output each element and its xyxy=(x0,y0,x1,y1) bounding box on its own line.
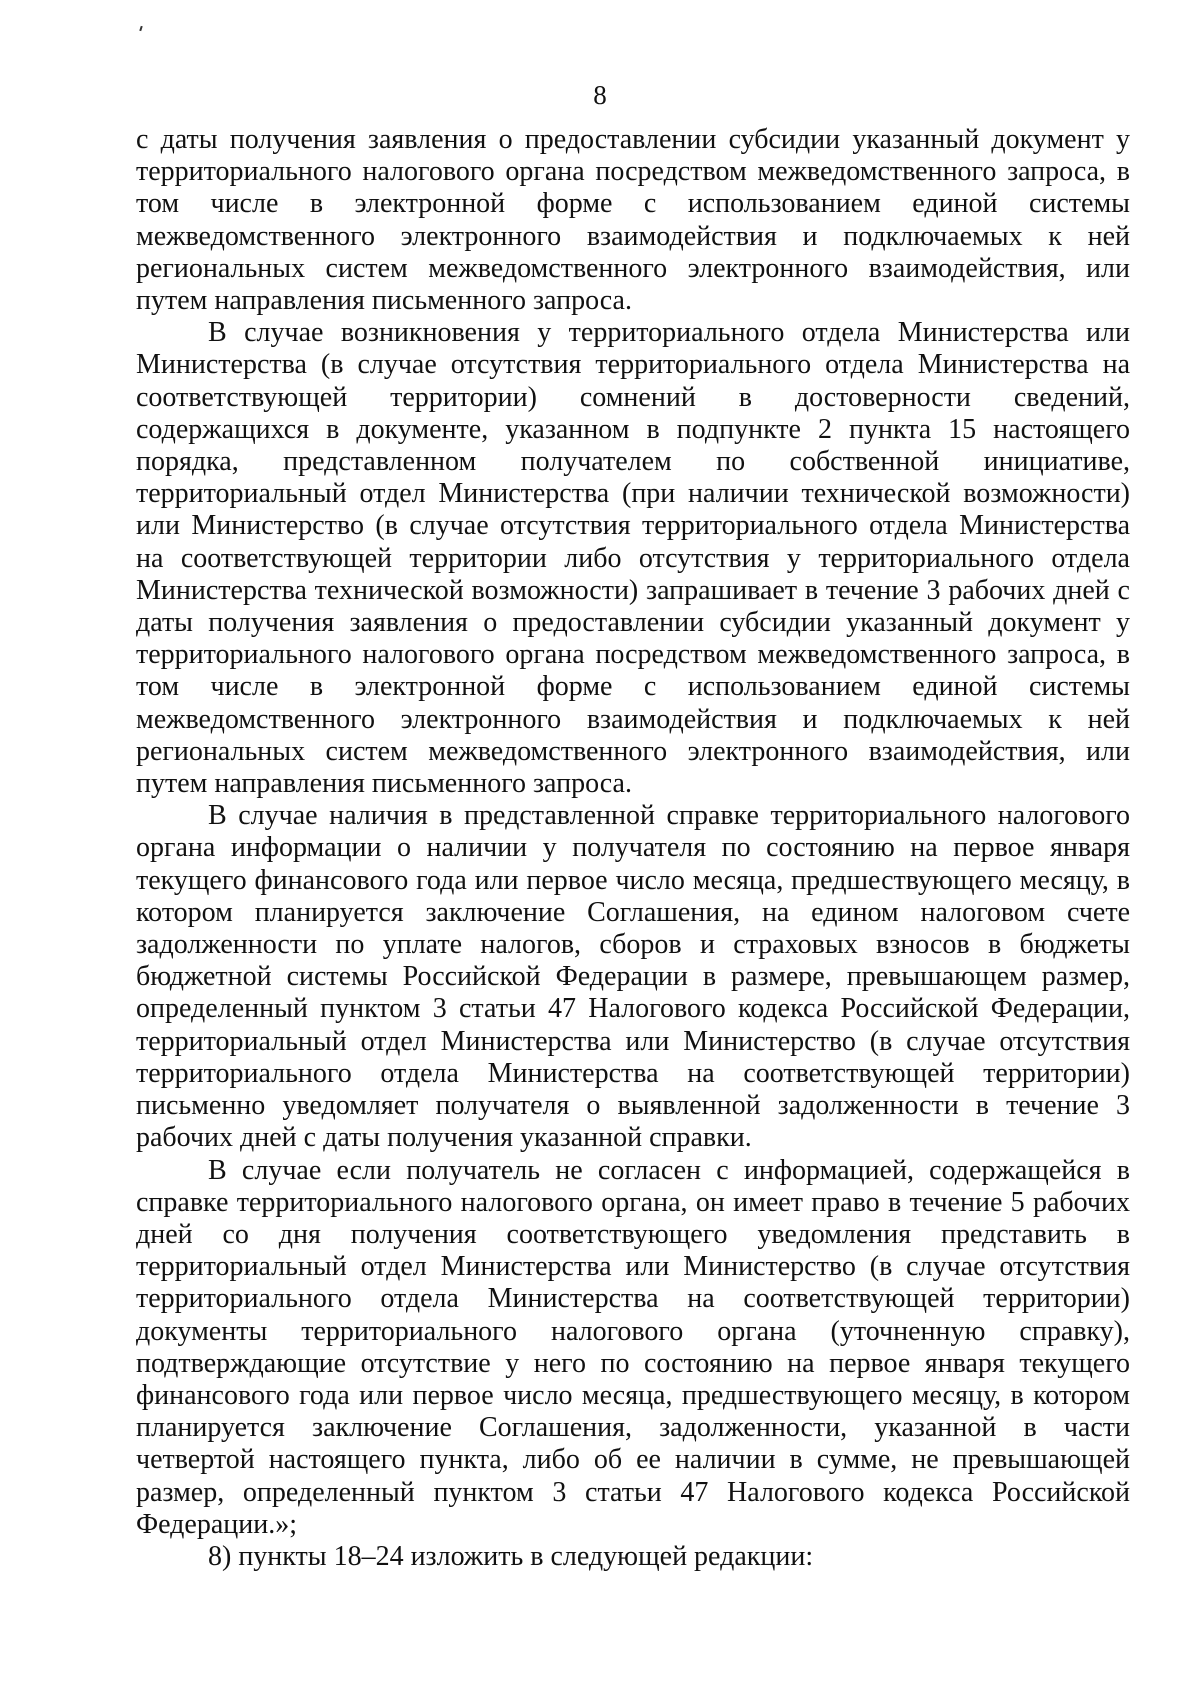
paragraph-disagreement: В случае если получатель не согласен с информацией, содержащейся в справке территориального налогового органа, он имеет право в течение 5 рабочих дней со дня получения соответствующего уведомления представить в территориальный отдел Министерства или Министерство (в случае отсутствия территориального отдела Министерства на соответствующей территории) документы территориального налогового органа (уточненную справку), подтверждающие отсутствие у него по состоянию на первое января текущего финансового года или первое число месяца, предшествующего месяцу, в котором планируется заключение Соглашения, задолженности, указанной в части четвертой настоящего пункта, либо об ее наличии в сумме, не превышающей размер, определенный пунктом 3 статьи 47 Налогового кодекса Российской Федерации.»; xyxy=(136,1154,1130,1540)
paragraph-debt-notice: В случае наличия в представленной справке территориального налогового органа информации о наличии у получателя по состоянию на первое января текущего финансового года или первое число месяца, предшествующего месяцу, в котором планируется заключение Соглашения, на едином налоговом счете задолженности по уплате налогов, сборов и страховых взносов в бюджеты бюджетной системы Российской Федерации в размере, превышающем размер, определенный пунктом 3 статьи 47 Налогового кодекса Российской Федерации, территориальный отдел Министерства или Министерство (в случае отсутствия территориального отдела Министерства на соответствующей территории) письменно уведомляет получателя о выявленной задолженности в течение 3 рабочих дней с даты получения указанной справки. xyxy=(136,800,1130,1154)
document-body xyxy=(136,124,1130,1573)
page-number: 8 xyxy=(593,80,607,110)
paragraph-doubt-verification: В случае возникновения у территориального отдела Министерства или Министерства (в случае отсутствия территориального отдела Министерства на соответствующей территории) сомнений в достоверности сведений, содержащихся в документе, указанном в подпункте 2 пункта 15 настоящего порядка, представленном получателем по собственной инициативе, территориальный отдел Министерства (при наличии технической возможности) или Министерство (в случае отсутствия территориального отдела Министерства на соответствующей территории либо отсутствия у территориального отдела Министерства технической возможности) запрашивает в течение 3 рабочих дней с даты получения заявления о предоставлении субсидии указанный документ у территориального налогового органа посредством межведомственного запроса, в том числе в электронной форме с использованием единой системы межведомственного электронного взаимодействия и подключаемых к ней региональных систем межведомственного электронного взаимодействия, или путем направления письменного запроса. xyxy=(136,317,1130,800)
scan-mark xyxy=(139,26,142,31)
paragraph-amendment-item-8: 8) пункты 18–24 изложить в следующей редакции: xyxy=(208,1540,814,1572)
paragraph-continuation: с даты получения заявления о предоставлении субсидии указанный документ у территориального налогового органа посредством межведомственного запроса, в том числе в электронной форме с использованием единой системы межведомственного электронного взаимодействия и подключаемых к ней региональных систем межведомственного электронного взаимодействия, или путем направления письменного запроса. xyxy=(136,124,1130,317)
